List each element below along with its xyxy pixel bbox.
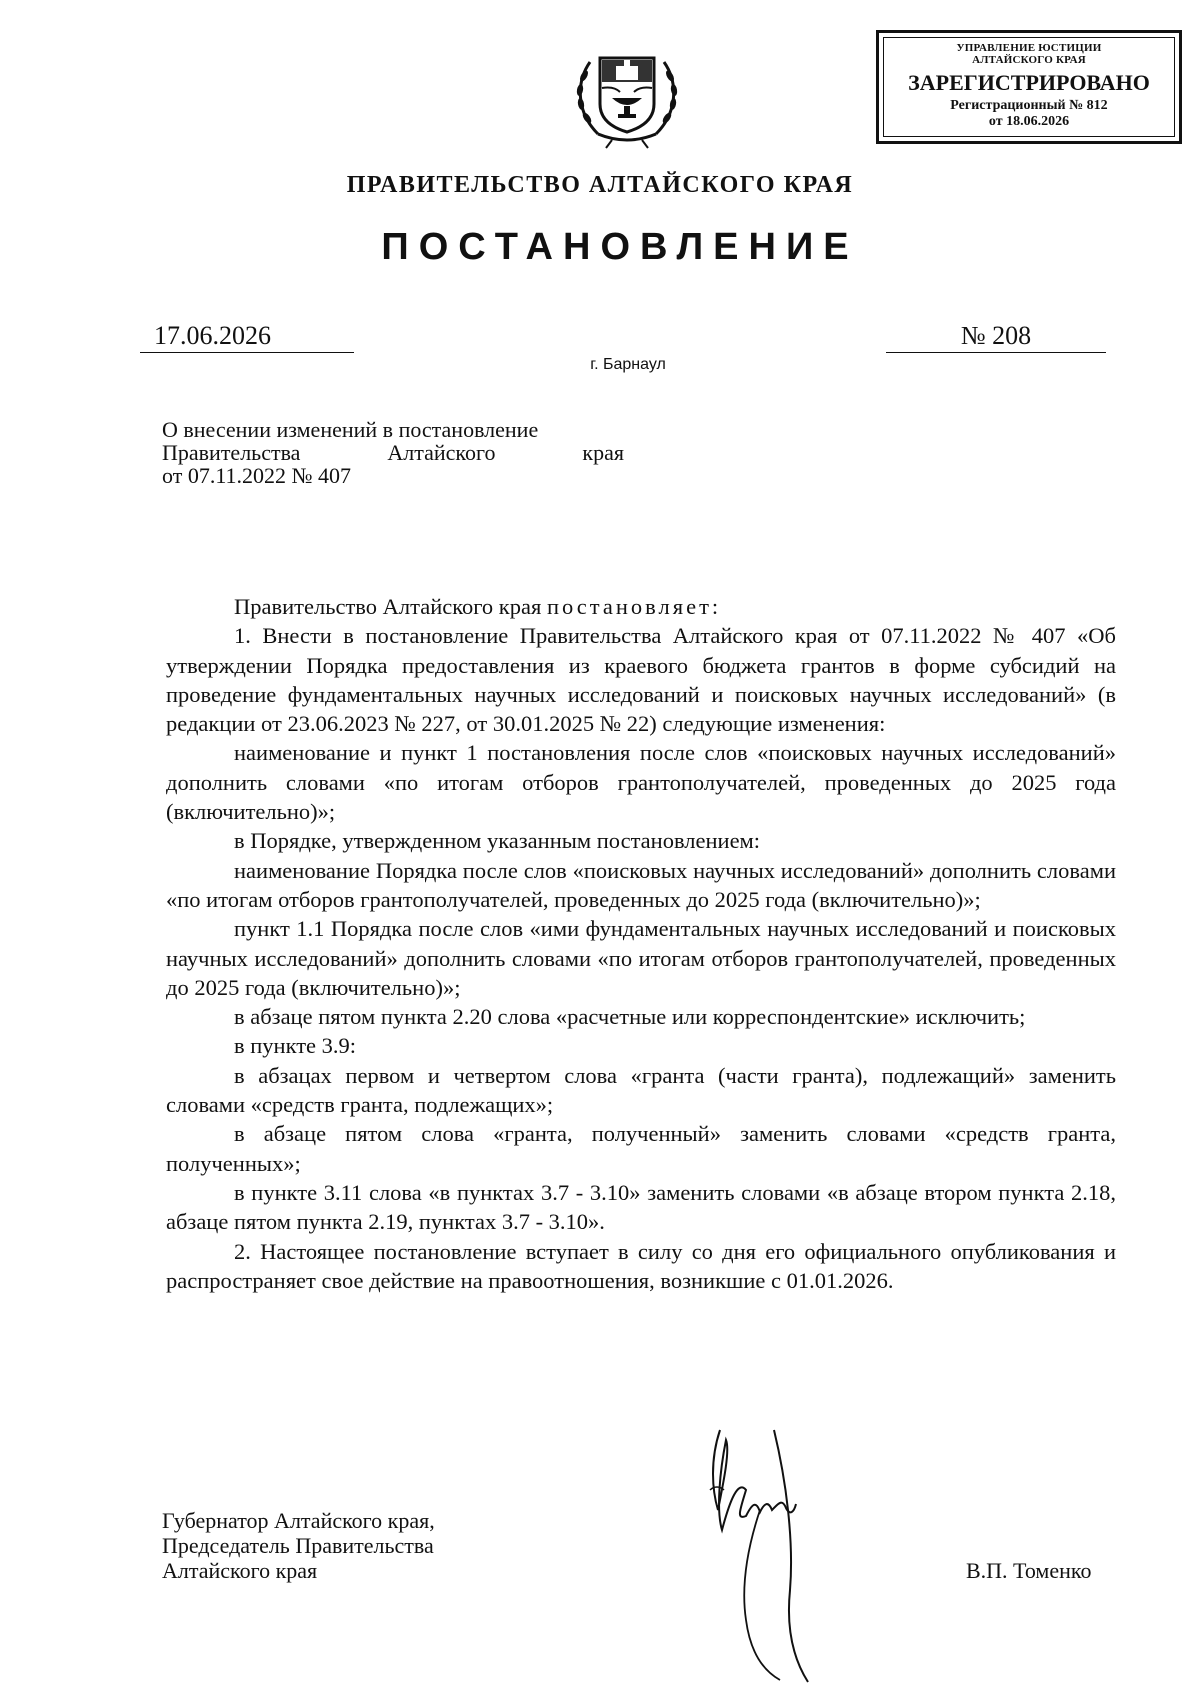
body-paragraph: пункт 1.1 Порядка после слов «ими фундаментальных научных исследований и поисковых научных исследований» дополнить словами «по итогам отборов грантополучателей, проведенных до 2025 года (включительно)»;: [166, 916, 1116, 1000]
body-paragraph: в пункте 3.9:: [234, 1033, 357, 1059]
subject-line1: О внесении изменений в постановление: [162, 417, 539, 442]
body-paragraph: в Порядке, утвержденном указанным постановлением:: [234, 828, 761, 854]
stamp-status: ЗАРЕГИСТРИРОВАНО: [908, 70, 1150, 95]
body-intro-keyword: постановляет: [546, 594, 712, 619]
stamp-organization-line1: УПРАВЛЕНИЕ ЮСТИЦИИ: [956, 42, 1102, 54]
document-type-title: ПОСТАНОВЛЕНИЕ: [381, 226, 859, 268]
government-title: ПРАВИТЕЛЬСТВО АЛТАЙСКОГО КРАЯ: [346, 172, 854, 198]
stamp-registration-number: Регистрационный № 812: [950, 98, 1108, 113]
signer-name: В.П. Томенко: [966, 1558, 1092, 1583]
signer-title: [162, 1508, 562, 1583]
document-date: [140, 320, 354, 353]
body-paragraph: 1. Внести в постановление Правительства Алтайского края от 07.11.2022 № 407 «Об утверждении Порядка предоставления из краевого бюджета грантов в форме субсидий на проведение фундаментальных научных исследований и поисковых научных исследований» (в редакции от 23.06.2023 № 227, от 30.01.2025 № 22) следующие изменения:: [166, 623, 1116, 737]
body-paragraph: в абзаце пятом слова «гранта, полученный» заменить словами «средств гранта, полученных»;: [166, 1121, 1116, 1176]
body-paragraph: 2. Настоящее постановление вступает в силу со дня его официального опубликования и распространяет свое действие на правоотношения, возникшие с 01.01.2026.: [166, 1238, 1116, 1293]
document-body: [166, 592, 1116, 1295]
registration-stamp: [876, 30, 1182, 144]
subject-line3: от 07.11.2022 № 407: [162, 463, 351, 488]
document-city: г. Барнаул: [590, 356, 666, 373]
body-intro-suffix: :: [711, 594, 719, 619]
body-paragraph: наименование и пункт 1 постановления после слов «поисковых научных исследований» дополнить словами «по итогам отборов грантополучателей, проведенных до 2025 года (включительно)»;: [166, 740, 1116, 825]
signer-title-line1: Губернатор Алтайского края,: [162, 1508, 435, 1533]
body-paragraph: в пункте 3.11 слова «в пунктах 3.7 - 3.10» заменить словами «в абзаце втором пункта 2.18, абзаце пятом пункта 2.19, пунктах 3.7 - 3.10».: [166, 1179, 1116, 1235]
document-date-value: 17.06.2026: [154, 321, 271, 350]
body-intro: [166, 592, 1116, 621]
handwritten-signature: [690, 1420, 870, 1690]
signer-title-line3: Алтайского края: [162, 1558, 318, 1583]
coat-of-arms-emblem: [568, 42, 686, 150]
registration-stamp-inner-frame: [883, 37, 1175, 137]
document-subject: [162, 418, 624, 487]
stamp-registration-date: от 18.06.2026: [988, 114, 1070, 129]
document-number: № 208: [886, 320, 1106, 353]
body-paragraph: в абзацах первом и четвертом слова «гранта (части гранта), подлежащий» заменить словами «средств гранта, подлежащих»;: [166, 1062, 1116, 1118]
signer-title-line2: Председатель Правительства: [162, 1533, 434, 1558]
subject-line2: Правительства Алтайского края: [162, 440, 624, 465]
stamp-organization-line2: АЛТАЙСКОГО КРАЯ: [972, 54, 1086, 66]
body-paragraph: в абзаце пятом пункта 2.20 слова «расчетные или корреспондентские» исключить;: [234, 1004, 1026, 1030]
body-paragraph: наименование Порядка после слов «поисковых научных исследований» дополнить словами «по итогам отборов грантополучателей, проведенных до 2025 года (включительно)»;: [166, 857, 1116, 912]
body-intro-prefix: Правительство Алтайского края: [234, 594, 547, 619]
